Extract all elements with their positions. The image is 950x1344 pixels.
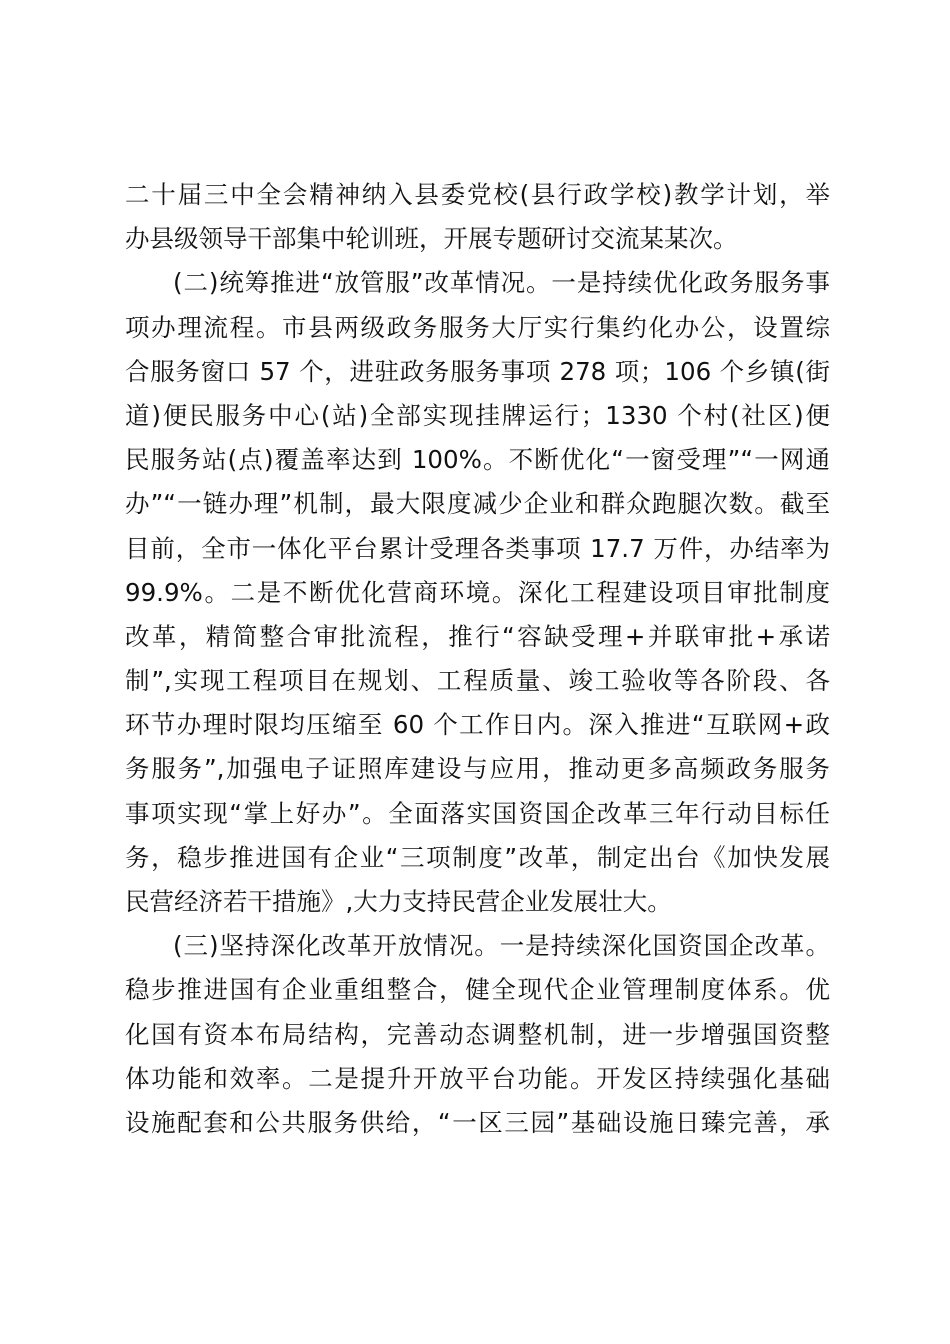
text-line: 设施配套和公共服务供给，“一区三园”基础设施日臻完善，承 [125,1107,830,1137]
text-line: 化国有资本布局结构，完善动态调整机制，进一步增强国资整 [125,1019,830,1049]
document-body [125,173,830,1145]
text-line: (三)坚持深化改革开放情况。一是持续深化国资国企改革。 [173,931,830,961]
text-line: 项办理流程。市县两级政务服务大厅实行集约化办公，设置综 [125,312,830,342]
text-line: 事项实现“掌上好办”。全面落实国资国企改革三年行动目标任 [125,798,830,828]
text-line: 制”,实现工程项目在规划、工程质量、竣工验收等各阶段、各 [125,666,830,696]
text-line: 99.9%。二是不断优化营商环境。深化工程建设项目审批制度 [125,577,830,607]
text-line: 稳步推进国有企业重组整合，健全现代企业管理制度体系。优 [125,975,830,1005]
text-line: 改革，精简整合审批流程，推行“容缺受理+并联审批+承诺 [125,621,830,651]
text-line: 环节办理时限均压缩至 60 个工作日内。深入推进“互联网+政 [125,710,830,740]
paragraph-fangguanfu-reform [125,261,830,924]
paragraph-continuation [125,173,830,261]
text-line: (二)统筹推进“放管服”改革情况。一是持续优化政务服务事 [173,268,830,298]
text-line: 合服务窗口 57 个，进驻政务服务事项 278 项；106 个乡镇(街 [125,356,830,386]
paragraph-reform-opening [125,924,830,1145]
text-line: 办”“一链办理”机制，最大限度减少企业和群众跑腿次数。截至 [125,489,830,519]
text-line: 二十届三中全会精神纳入县委党校(县行政学校)教学计划，举 [125,180,830,209]
text-line: 务服务”,加强电子证照库建设与应用，推动更多高频政务服务 [125,754,830,784]
text-line: 务，稳步推进国有企业“三项制度”改革，制定出台《加快发展 [125,842,830,872]
text-line: 民营经济若干措施》,大力支持民营企业发展壮大。 [125,887,672,916]
text-line: 道)便民服务中心(站)全部实现挂牌运行；1330 个村(社区)便 [125,400,830,430]
text-line: 民服务站(点)覆盖率达到 100%。不断优化“一窗受理”“一网通 [125,445,830,475]
text-line: 目前，全市一体化平台累计受理各类事项 17.7 万件，办结率为 [125,533,830,563]
text-line: 办县级领导干部集中轮训班，开展专题研讨交流某某次。 [125,224,738,254]
text-line: 体功能和效率。二是提升开放平台功能。开发区持续强化基础 [125,1063,830,1093]
